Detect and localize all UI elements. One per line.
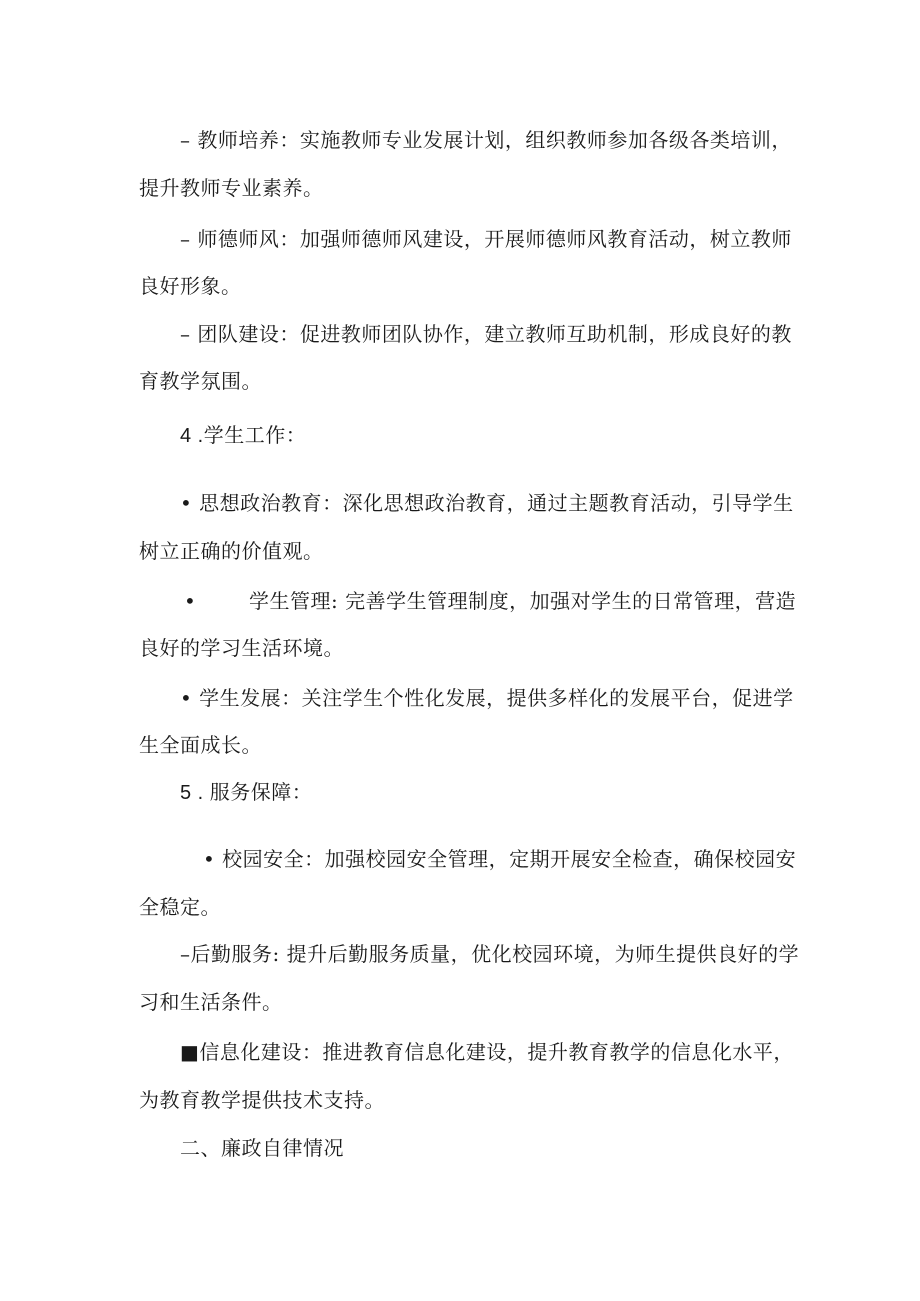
paragraph-line: 全稳定。 <box>139 895 221 919</box>
section-heading: 4 .学生工作： <box>180 425 307 447</box>
section-heading: 5 . 服务保障： <box>180 782 313 804</box>
paragraph-line: – 团队建设：促进教师团队协作，建立教师互助机制，形成良好的教 <box>180 322 792 346</box>
section-heading-2: 二、廉政自律情况 <box>180 1136 344 1160</box>
paragraph-line: – 教师培养：实施教师专业发展计划，组织教师参加各级各类培训， <box>180 128 792 152</box>
paragraph-line: 习和生活条件。 <box>139 990 283 1014</box>
paragraph-line: • 思想政治教育：深化思想政治教育，通过主题教育活动，引导学生 <box>180 491 794 515</box>
paragraph-line: 育教学氛围。 <box>139 369 262 393</box>
paragraph-line: – 师德师风：加强师德师风建设，开展师德师风教育活动，树立教师 <box>180 227 792 251</box>
bullet: • <box>184 589 197 613</box>
paragraph-line: ■信息化建设：推进教育信息化建设，提升教育教学的信息化水平， <box>180 1040 794 1064</box>
paragraph-line: 学生管理: 完善学生管理制度，加强对学生的日常管理，营造 <box>249 589 797 613</box>
paragraph-line: –后勤服务: 提升后勤服务质量，优化校园环境，为师生提供良好的学 <box>180 942 800 966</box>
paragraph-line: • 校园安全：加强校园安全管理，定期开展安全检查，确保校园安 <box>203 847 797 871</box>
paragraph-line: 提升教师专业素养。 <box>139 176 324 200</box>
paragraph-line: 树立正确的价值观。 <box>139 539 324 563</box>
paragraph-line: 为教育教学提供技术支持。 <box>139 1088 385 1112</box>
paragraph-line: 良好形象。 <box>139 274 242 298</box>
paragraph-line: 良好的学习生活环境。 <box>139 636 344 660</box>
paragraph-line: • 学生发展：关注学生个性化发展，提供多样化的发展平台，促进学 <box>180 686 794 710</box>
paragraph-line: 生全面成长。 <box>139 733 262 757</box>
